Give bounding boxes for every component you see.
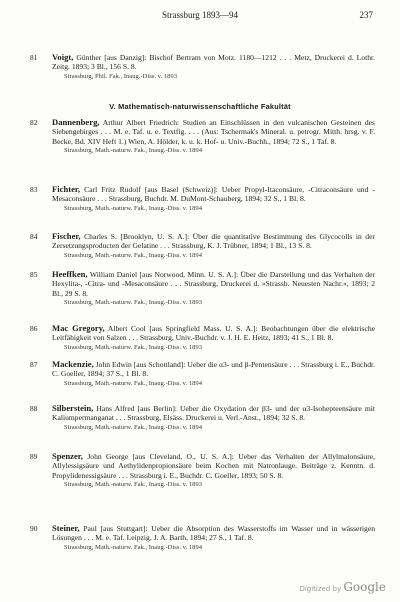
entry-number: 82 bbox=[30, 118, 38, 127]
bibliography-entry bbox=[30, 360, 375, 388]
entry-author: Steiner, bbox=[52, 523, 80, 533]
bibliography-entry bbox=[30, 524, 375, 552]
entry-number: 87 bbox=[30, 360, 38, 369]
entry-number: 88 bbox=[30, 404, 38, 413]
bibliography-entry bbox=[30, 404, 375, 432]
entry-author: Heeffken, bbox=[52, 269, 88, 279]
entry-text: Hans Alfred [aus Berlin]: Ueber die Oxydation der β3- und der α3-Isohepteensäure mit Kaliumpermanganat . . . Strassburg, Elsäss. Druckerei u. Verl.-Anst., 1894; 32 S. 8. bbox=[52, 404, 375, 423]
entry-text: Charles S. [Brooklyn, U. S. A.]: Über die quantitative Bestimmung des Glycocolls in der Zersetzungsproducten der Gelatine . . . Strassburg, K. J. Trübner, 1894; 1 Bl., 13 S. 8. bbox=[52, 232, 375, 251]
entry-number: 81 bbox=[30, 53, 38, 62]
entry-note: Strassburg, Math.-naturw. Fak., Inaug.-Diss. v. 1894 bbox=[64, 146, 203, 154]
watermark-prefix: Digitized by bbox=[299, 585, 342, 593]
entry-author: Fischer, bbox=[52, 231, 81, 241]
entry-author: Mackenzie, bbox=[52, 359, 94, 369]
entry-text: John George [aus Cleveland, O., U. S. A.]: Ueber das Verhalten der Allylmalonsäure, Allylessigsäure und Aethylidenpropionsäure beim Kochen mit Natronlauge. Beiträge z. Kenntn. d. Propylidenessigsäure . . . Strassburg i. E., Buchdr. C. Goeller, 1893; 50 S. 8. bbox=[52, 452, 375, 480]
running-head bbox=[0, 10, 400, 24]
bibliography-entry bbox=[30, 452, 375, 489]
entry-number: 90 bbox=[30, 524, 38, 533]
entry-note: Strassburg, Math.-naturw. Fak., Inaug.-Diss. v. 1893 bbox=[64, 298, 203, 306]
entry-note: Strassburg, Math.-naturw. Fak., Inaug.-Diss. v. 1894 bbox=[64, 543, 203, 551]
entry-author: Dannenberg, bbox=[52, 117, 100, 127]
bibliography-entry bbox=[30, 232, 375, 260]
entry-note: Strassburg, Math.-naturw. Fak., Inaug.-Diss. v. 1894 bbox=[64, 204, 203, 212]
entry-author: Fichter, bbox=[52, 184, 81, 194]
entry-number: 84 bbox=[30, 232, 38, 241]
entry-text: Paul [aus Stuttgart]: Ueber die Absorption des Wasserstoffs im Wasser und in wässerigen Lösungen . . . M. e. Taf. Leipzig, J. A. Barth, 1894; 27 S., 1 Taf. 8. bbox=[52, 524, 375, 543]
entry-text: John Edwin [aus Schottland]: Ueber die α3- und β-Pentensäure . . . Strassburg i. E., Buchdr. C. Goeller, 1894; 37 S., 1 Bl. 8. bbox=[52, 360, 376, 379]
entry-author: Spenzer, bbox=[52, 451, 83, 461]
digitized-watermark bbox=[299, 580, 386, 594]
entry-number: 85 bbox=[30, 270, 38, 279]
entry-number: 86 bbox=[30, 324, 38, 333]
entry-note: Strassburg, Math.-naturw. Fak., Inaug.-Diss. v. 1893 bbox=[64, 480, 203, 488]
entry-author: Mac Gregory, bbox=[52, 323, 105, 333]
page-number: 237 bbox=[359, 10, 373, 20]
running-head-title: Strassburg 1893—94 bbox=[161, 10, 239, 20]
bibliography-entry bbox=[30, 53, 375, 81]
entry-number: 83 bbox=[30, 185, 38, 194]
entry-note: Strassburg, Math.-naturw. Fak., Inaug.-Diss. v. 1894 bbox=[64, 379, 203, 387]
google-logo-text: Google bbox=[343, 580, 386, 594]
entry-text: Albert Cool [aus Springfield Mass. U. S. A.]: Beobachtungen über die elektrische Leitfähigkeit von Salzen . . . Strassburg, Univ.-Buchdr. v. J. H. E. Heitz, 1893; 41 S., 1 Bl. 8. bbox=[52, 324, 375, 343]
bibliography-entry bbox=[30, 270, 375, 307]
entry-text: Günther [aus Danzig]: Bischof Bertram von Motz. 1180—1212 . . . Metz, Druckerei d. Lothr. Zeitg. 1893; 3 Bl., 156 S. 8. bbox=[52, 53, 375, 72]
bibliography-entry bbox=[30, 185, 375, 213]
entry-text: Carl Fritz Rudolf [aus Basel (Schweiz)]: Ueber Propyl-Itaconsäure, -Citraconsäure und -Mesaconsäure . . . Strassburg, Buchdr. M. DuMont-Schauberg, 1894; 32 S., 1 Bl. 8. bbox=[52, 185, 375, 204]
entry-text: Arthur Albert Friedrich: Studien an Einschlüssen in den vulcanischen Gesteinen des Siebengebirges . . . M. e. Taf. u. e. Textfig. . . . (Aus: Tschermak's Mineral. u. petrogr. Mitth. hrsg. v. F. Becke, Bd. XIV Heft 1.) Wien, A. Hölder, k. u. k. Hof- u. Univ.-Buchh., 1894; 72 S., 1 Taf. 8. bbox=[52, 118, 375, 146]
entry-note: Strassburg, Phil. Fak., Inaug.-Diss. v. 1893 bbox=[64, 72, 178, 80]
bibliography-entry bbox=[30, 324, 375, 352]
entry-text: William Daniel [aus Norwood, Minn. U. S. A.]: Über die Darstellung und das Verhalten der Hexylita-, -Citra- und -Mesaconsäure . . . Strassburg, Druckerei d. »Strassb. Neuesten Nachr.«, 1893; 2 Bl., 29 S. 8. bbox=[52, 270, 375, 298]
entry-author: Silberstein, bbox=[52, 403, 94, 413]
entry-note: Strassburg, Math.-naturw. Fak., Inaug.-Diss. v. 1893 bbox=[64, 343, 203, 351]
entry-number: 89 bbox=[30, 452, 38, 461]
entry-author: Voigt, bbox=[52, 52, 74, 62]
entry-note: Strassburg, Math.-naturw. Fak., Inaug.-Diss. v. 1894 bbox=[64, 423, 203, 431]
entry-note: Strassburg, Math.-naturw. Fak., Inaug.-Diss. v. 1894 bbox=[64, 251, 203, 259]
bibliography-entry bbox=[30, 118, 375, 155]
section-heading: V. Mathematisch-naturwissenschaftliche Fakultät bbox=[109, 102, 291, 111]
